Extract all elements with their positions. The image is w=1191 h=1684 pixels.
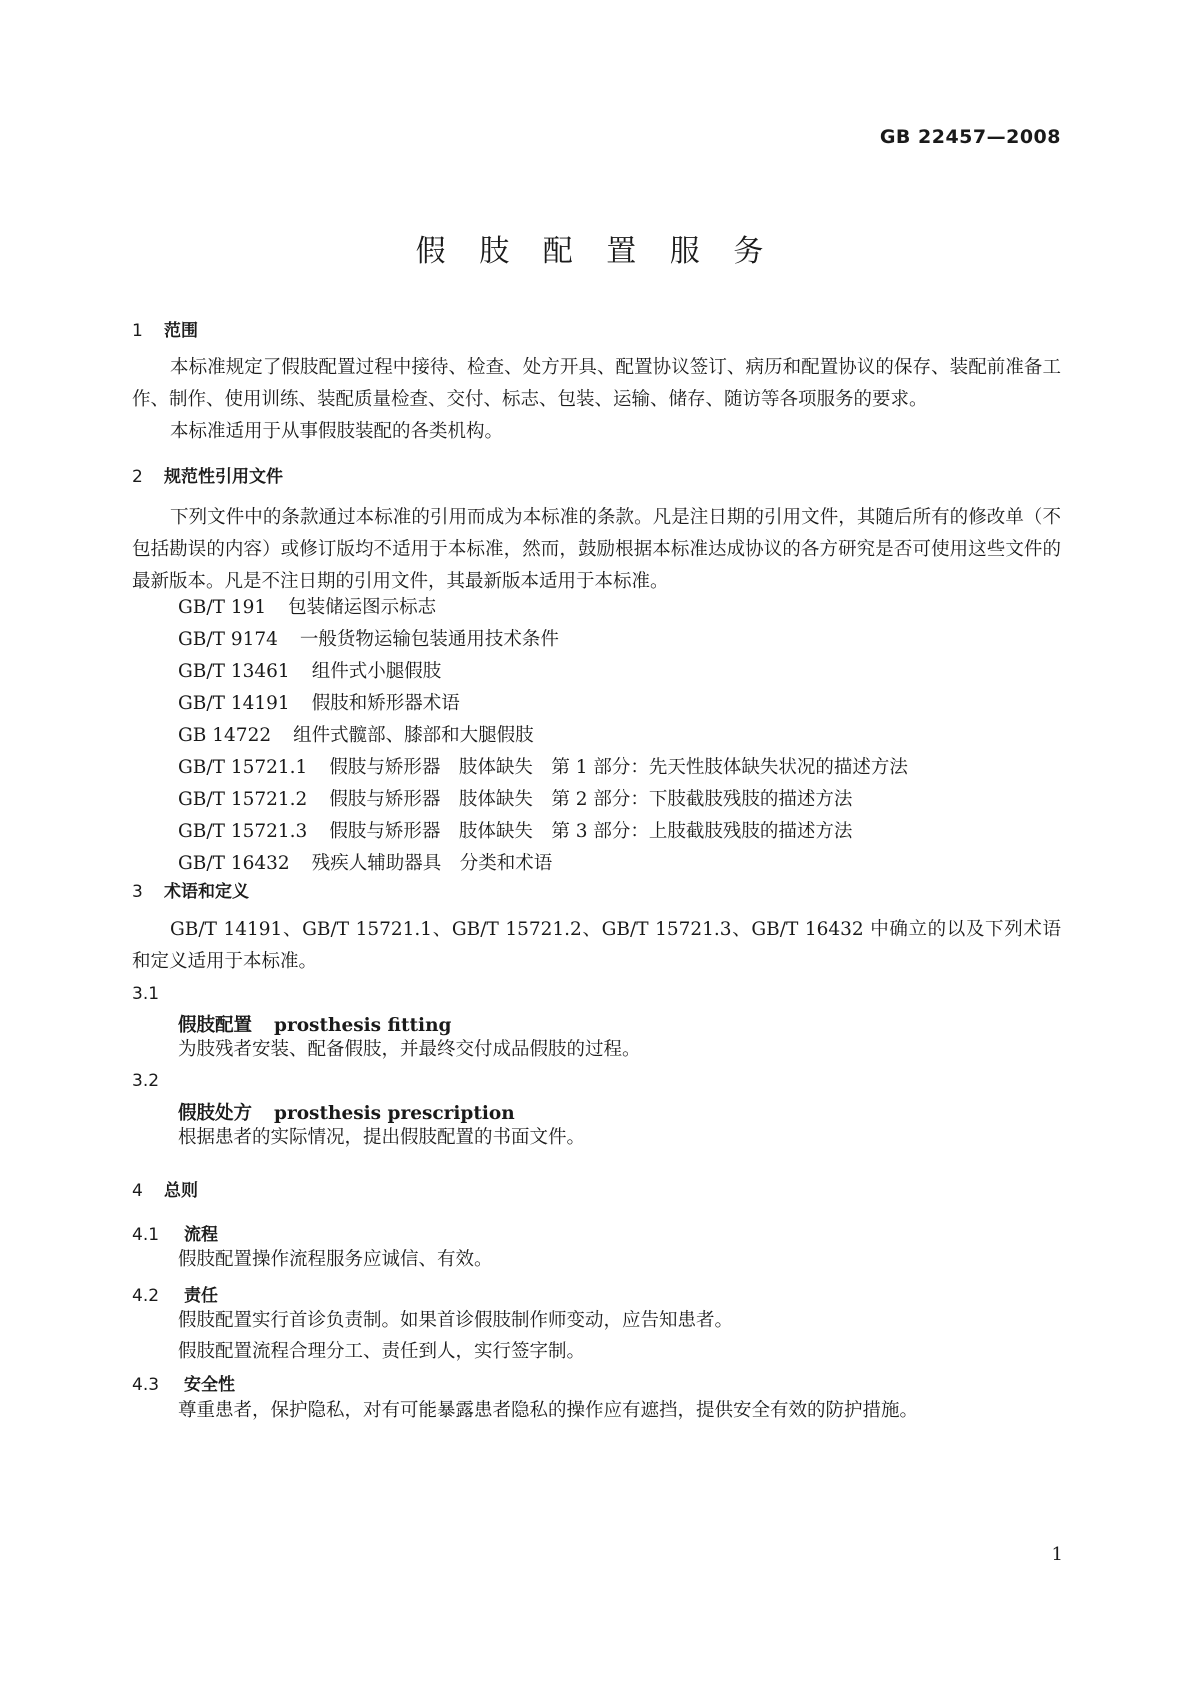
section-2-paragraph-1: 下列文件中的条款通过本标准的引用而成为本标准的条款。凡是注日期的引用文件，其随后所有的修改单（不包括勘误的内容）或修订版均不适用于本标准，然而，鼓励根据本标准达成协议的各方研究是否可使用这些文件的最新版本。凡是不注日期的引用文件，其最新版本适用于本标准。 bbox=[132, 507, 1061, 592]
subsection-4-2-text: 假肢配置流程合理分工、责任到人，实行签字制。 bbox=[178, 1341, 586, 1362]
reference-title: 组件式髋部、膝部和大腿假肢 bbox=[293, 725, 534, 746]
section-number: 3 bbox=[132, 882, 143, 902]
subsection-4-2-text: 假肢配置实行首诊负责制。如果首诊假肢制作师变动，应告知患者。 bbox=[178, 1310, 734, 1331]
subsection-title: 流程 bbox=[184, 1225, 218, 1245]
reference-item bbox=[132, 656, 1061, 688]
term-definition: 根据患者的实际情况，提出假肢配置的书面文件。 bbox=[178, 1127, 586, 1148]
subsection-number: 4.2 bbox=[132, 1286, 160, 1306]
reference-item bbox=[132, 592, 1061, 624]
reference-title: 一般货物运输包装通用技术条件 bbox=[299, 629, 559, 650]
subsection-4-1-heading bbox=[132, 1220, 1061, 1245]
reference-title: 假肢与矫形器 肢体缺失 第 1 部分：先天性肢体缺失状况的描述方法 bbox=[329, 757, 908, 778]
reference-item bbox=[132, 816, 1061, 848]
term-en: prosthesis fitting bbox=[274, 1015, 452, 1036]
section-4-heading bbox=[132, 1176, 1061, 1201]
section-3-heading bbox=[132, 877, 1061, 902]
reference-code: GB 14722 bbox=[178, 725, 272, 746]
section-1-heading bbox=[132, 316, 1061, 341]
reference-title: 假肢与矫形器 肢体缺失 第 2 部分：下肢截肢残肢的描述方法 bbox=[329, 789, 853, 810]
document-title: 假 肢 配 置 服 务 bbox=[415, 234, 776, 269]
term-zh: 假肢处方 bbox=[178, 1103, 253, 1124]
subsection-4-3-text: 尊重患者，保护隐私，对有可能暴露患者隐私的操作应有遮挡，提供安全有效的防护措施。 bbox=[178, 1400, 919, 1421]
reference-code: GB/T 15721.2 bbox=[178, 789, 308, 810]
reference-title: 残疾人辅助器具 分类和术语 bbox=[311, 853, 553, 874]
normative-references-list bbox=[132, 592, 1061, 880]
reference-item bbox=[132, 688, 1061, 720]
term-en: prosthesis prescription bbox=[274, 1103, 515, 1124]
page-number: 1 bbox=[1051, 1544, 1063, 1565]
reference-code: GB/T 9174 bbox=[178, 629, 278, 650]
term-zh: 假肢配置 bbox=[178, 1015, 253, 1036]
reference-item bbox=[132, 624, 1061, 656]
reference-code: GB/T 14191 bbox=[178, 693, 290, 714]
section-3-paragraph-1: GB/T 14191、GB/T 15721.1、GB/T 15721.2、GB/T 15721.3、GB/T 16432 中确立的以及下列术语和定义适用于本标准。 bbox=[132, 919, 1061, 972]
subsection-4-1-text: 假肢配置操作流程服务应诚信、有效。 bbox=[178, 1249, 493, 1270]
reference-item bbox=[132, 848, 1061, 880]
subsection-title: 安全性 bbox=[184, 1375, 235, 1395]
reference-item bbox=[132, 784, 1061, 816]
subsection-4-3-heading bbox=[132, 1370, 1061, 1395]
section-number: 4 bbox=[132, 1181, 143, 1201]
term-number: 3.1 bbox=[132, 984, 160, 1004]
section-title: 总则 bbox=[164, 1181, 198, 1201]
section-title: 规范性引用文件 bbox=[164, 467, 283, 487]
section-1-paragraph-2: 本标准适用于从事假肢装配的各类机构。 bbox=[170, 421, 504, 442]
term-definition: 为肢残者安装、配备假肢，并最终交付成品假肢的过程。 bbox=[178, 1039, 641, 1060]
term-number: 3.2 bbox=[132, 1071, 160, 1091]
subsection-number: 4.1 bbox=[132, 1225, 160, 1245]
standard-code: GB 22457—2008 bbox=[879, 126, 1061, 148]
section-number: 1 bbox=[132, 321, 143, 341]
reference-title: 组件式小腿假肢 bbox=[311, 661, 442, 682]
section-2-heading bbox=[132, 462, 1061, 487]
section-1-paragraph-1: 本标准规定了假肢配置过程中接待、检查、处方开具、配置协议签订、病历和配置协议的保存、装配前准备工作、制作、使用训练、装配质量检查、交付、标志、包装、运输、储存、随访等各项服务的要求。 bbox=[132, 357, 1061, 410]
section-title: 术语和定义 bbox=[164, 882, 249, 902]
section-number: 2 bbox=[132, 467, 143, 487]
reference-item bbox=[132, 720, 1061, 752]
reference-code: GB/T 15721.1 bbox=[178, 757, 308, 778]
reference-code: GB/T 13461 bbox=[178, 661, 290, 682]
reference-code: GB/T 15721.3 bbox=[178, 821, 308, 842]
reference-code: GB/T 191 bbox=[178, 597, 267, 618]
subsection-4-2-heading bbox=[132, 1281, 1061, 1306]
reference-title: 假肢与矫形器 肢体缺失 第 3 部分：上肢截肢残肢的描述方法 bbox=[329, 821, 853, 842]
subsection-title: 责任 bbox=[184, 1286, 218, 1306]
reference-code: GB/T 16432 bbox=[178, 853, 290, 874]
reference-item bbox=[132, 752, 1061, 784]
reference-title: 包装储运图示标志 bbox=[288, 597, 437, 618]
section-title: 范围 bbox=[164, 321, 198, 341]
reference-title: 假肢和矫形器术语 bbox=[311, 693, 460, 714]
subsection-number: 4.3 bbox=[132, 1375, 160, 1395]
